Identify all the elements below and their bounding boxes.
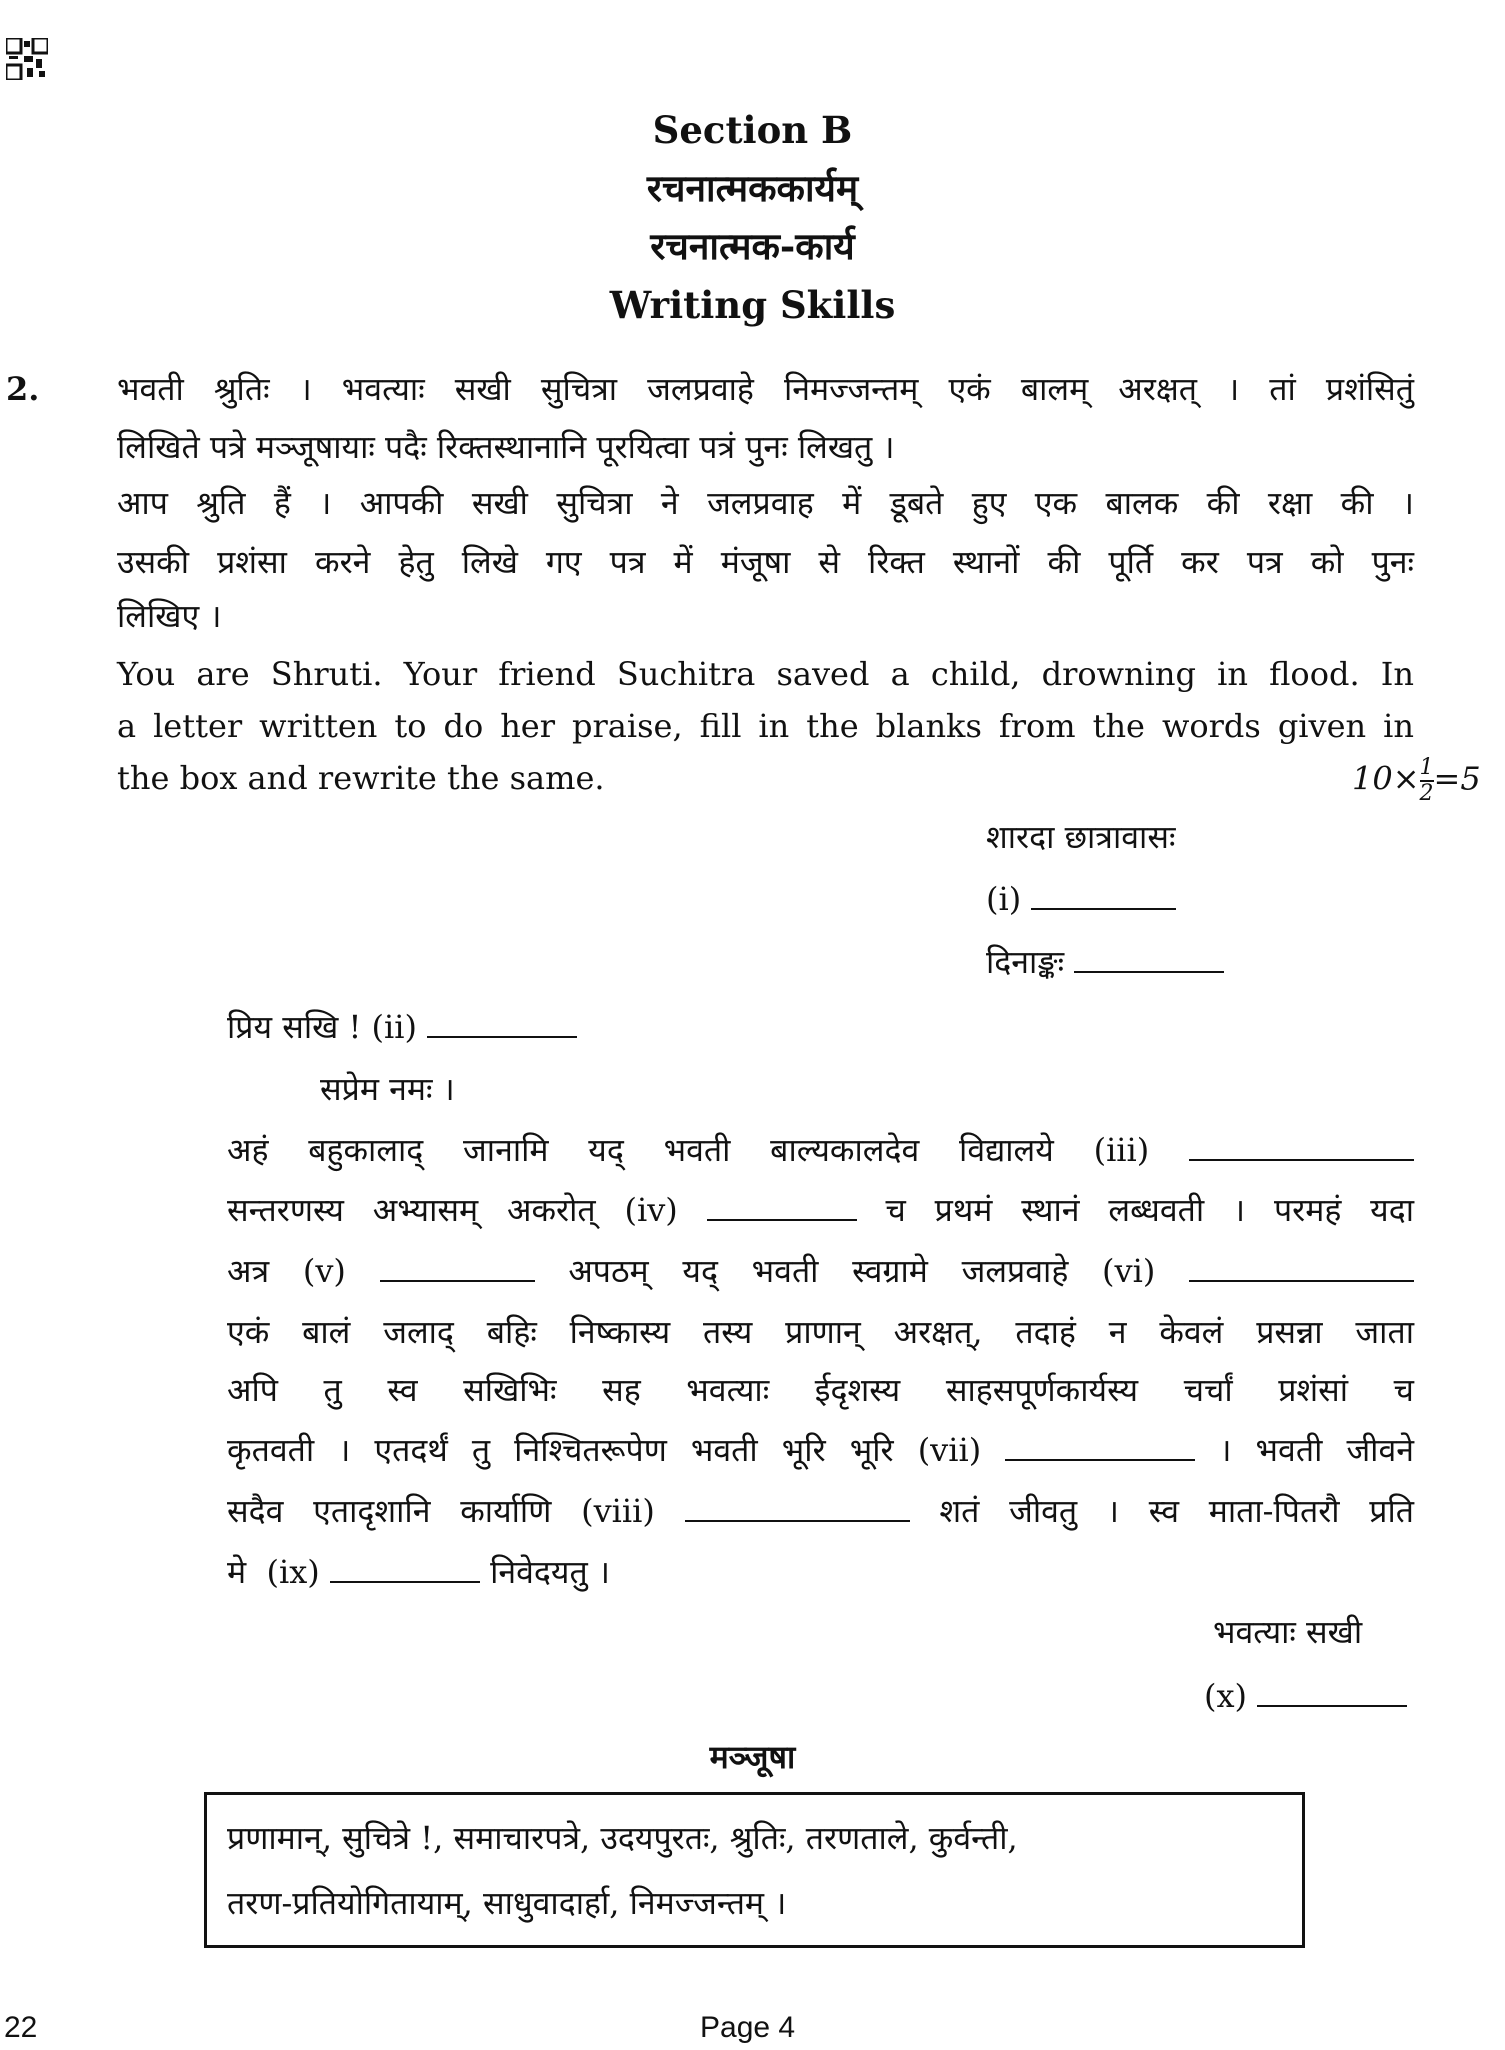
blank-label: (ix) [266, 1553, 320, 1591]
text: सन्तरणस्य अभ्यासम् अकरोत् [227, 1191, 596, 1229]
marks [1352, 756, 1481, 806]
marks-prefix: 10× [1352, 759, 1420, 798]
letter-line: एकं बालं जलाद् बहिः निष्कास्य तस्य प्राणान् अरक्षत्, तदाहं न केवलं प्रसन्ना जाता [227, 1313, 1414, 1351]
question-sanskrit-line: भवती श्रुतिः । भवत्याः सखी सुचित्रा जलप्रवाहे निमज्जन्तम् एकं बालम् अरक्षत् । तां प्रशंसितुं [117, 370, 1414, 408]
text: । भवती जीवने [1219, 1431, 1415, 1469]
letter-line [227, 1428, 1414, 1472]
letter-address: शारदा छात्रावासः [986, 818, 1176, 856]
letter-line: अपि तु स्व सखिभिः सह भवत्याः ईदृशस्य साहसपूर्णकार्यस्य चर्चां प्रशंसां च [227, 1371, 1414, 1409]
page-number: Page 4 [700, 2011, 796, 2044]
blank-line [330, 1551, 480, 1583]
blank-line [1189, 1250, 1414, 1282]
blank-label: (i) [986, 880, 1022, 918]
letter-blank-i [986, 877, 1176, 921]
word-box-line: तरण-प्रतियोगितायाम्, साधुवादार्हा, निमज्जन्तम् । [227, 1884, 787, 1922]
question-hindi-line: आप श्रुति हैं । आपकी सखी सुचित्रा ने जलप्रवाह में डूबते हुए एक बालक की रक्षा की । [117, 484, 1414, 522]
question-english-line: the box and rewrite the same. [117, 759, 605, 797]
question-number: 2. [6, 370, 40, 408]
title-english: Writing Skills [609, 283, 896, 327]
question-hindi-line: उसकी प्रशंसा करने हेतु लिखे गए पत्र में मंजूषा से रिक्त स्थानों की पूर्ति कर पत्र को पुनः [117, 543, 1414, 581]
letter-line [227, 1489, 1414, 1533]
text: कृतवती । एतदर्थं तु निश्चितरूपेण भवती भूरि भूरि [227, 1431, 894, 1469]
text: मे [227, 1553, 247, 1591]
blank-line [1031, 878, 1176, 910]
blank-label: (viii) [581, 1492, 655, 1530]
blank-line [427, 1006, 577, 1038]
blank-line [380, 1250, 535, 1282]
blank-line [707, 1189, 857, 1221]
text: अपठम् यद् भवती स्वग्रामे जलप्रवाहे [568, 1252, 1069, 1290]
text: अत्र [227, 1252, 270, 1290]
blank-label: (iii) [1093, 1131, 1150, 1169]
letter-greeting: सप्रेम नमः । [320, 1070, 455, 1108]
marks-fraction [1420, 756, 1434, 806]
letter-line [227, 1249, 1414, 1293]
blank-line [685, 1490, 910, 1522]
question-sanskrit-line: लिखिते पत्रे मञ्जूषायाः पदैः रिक्तस्थानानि पूरयित्वा पत्रं पुनः लिखतु । [117, 428, 895, 466]
letter-blank-x [1204, 1674, 1407, 1718]
text: शतं जीवतु । स्व माता-पितरौ प्रति [939, 1492, 1415, 1530]
letter-line [227, 1550, 610, 1594]
blank-line [1074, 941, 1224, 973]
blank-label: (x) [1204, 1677, 1248, 1715]
marks-suffix: =5 [1433, 759, 1481, 798]
text: सदैव एतादृशानि कार्याणि [227, 1492, 552, 1530]
letter-salutation [227, 1005, 577, 1049]
text: अहं बहुकालाद् जानामि यद् भवती बाल्यकालदेव विद्यालये [227, 1131, 1054, 1169]
qr-code-icon [6, 38, 48, 80]
question-english-line: a letter written to do her praise, fill in the blanks from the words given in [117, 707, 1414, 745]
salutation-text: प्रिय सखि ! [227, 1008, 362, 1046]
letter-line [227, 1128, 1414, 1172]
date-label: दिनाङ्कः [986, 943, 1065, 981]
letter-date [986, 940, 1224, 984]
blank-label: (v) [302, 1252, 346, 1290]
title-hindi: रचनात्मक-कार्य [650, 224, 855, 268]
text: च प्रथमं स्थानं लब्धवती । परमहं यदा [885, 1191, 1415, 1229]
section-heading: Section B [652, 108, 853, 152]
letter-line [227, 1188, 1414, 1232]
letter-closing: भवत्याः सखी [1213, 1613, 1363, 1651]
blank-label: (vi) [1102, 1252, 1156, 1290]
question-english-line: You are Shruti. Your friend Suchitra saved a child, drowning in flood. In [117, 655, 1414, 693]
blank-label: (ii) [371, 1008, 417, 1046]
page-code: 22 [4, 2011, 38, 2044]
word-box-title: मञ्जूषा [709, 1738, 796, 1776]
word-box-line: प्रणामान्, सुचित्रे !, समाचारपत्रे, उदयपुरतः, श्रुतिः, तरणताले, कुर्वन्ती, [227, 1819, 1018, 1857]
blank-line [1005, 1429, 1195, 1461]
marks-num: 1 [1419, 755, 1434, 780]
blank-label: (iv) [624, 1191, 678, 1229]
text: निवेदयतु । [490, 1553, 611, 1591]
question-hindi-line: लिखिए । [117, 597, 222, 635]
title-sanskrit: रचनात्मककार्यम् [646, 166, 859, 210]
blank-line [1257, 1675, 1407, 1707]
word-box [204, 1792, 1305, 1948]
blank-label: (vii) [917, 1431, 982, 1469]
blank-line [1189, 1129, 1414, 1161]
marks-den: 2 [1419, 781, 1434, 806]
